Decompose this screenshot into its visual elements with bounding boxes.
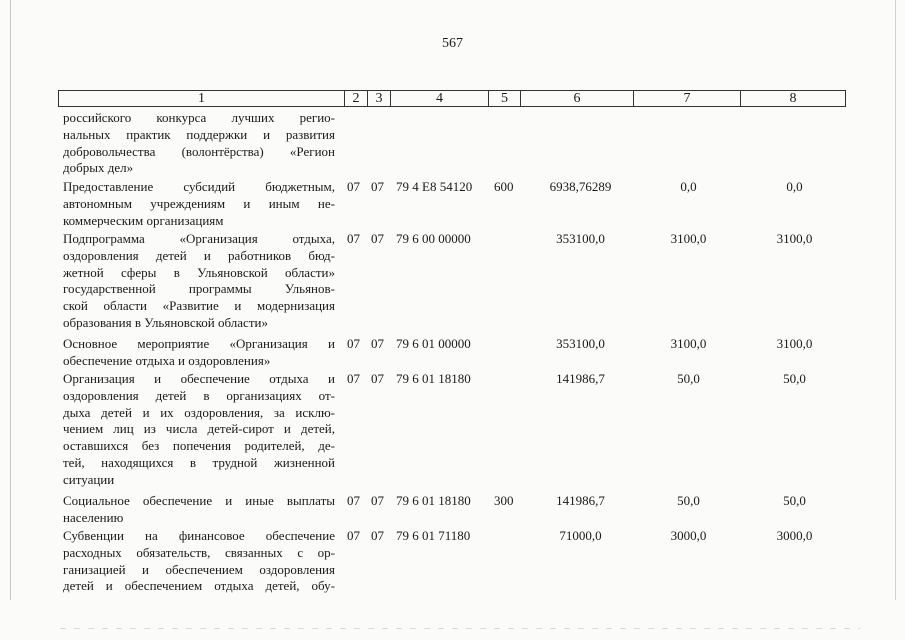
desc-line: дыха детей и их оздоровления, за исклю-	[63, 404, 335, 420]
cell-pr: 07	[371, 528, 384, 543]
cell-pr: 07	[371, 336, 384, 351]
header-col-8: 8	[740, 90, 846, 107]
cell-amount-1: 141986,7	[556, 493, 605, 508]
cell-pr: 07	[371, 231, 384, 246]
cell-rz: 07	[347, 179, 360, 194]
desc-line: нальных практик поддержки и развития	[63, 126, 335, 142]
cell-csr: 79 6 01 18180	[396, 493, 471, 508]
cell-amount-1: 353100,0	[556, 231, 605, 246]
cell-rz: 07	[347, 336, 360, 351]
desc-line: автономным учреждениям и иным не-	[63, 195, 335, 211]
desc-line: оздоровления детей и работников бюд-	[63, 247, 335, 263]
cell-amount-3: 3100,0	[776, 336, 813, 351]
desc-line: чением лиц из числа детей-сирот и детей,	[63, 421, 335, 437]
cell-amount-2: 50,0	[677, 371, 700, 386]
cell-pr: 07	[371, 493, 384, 508]
cell-csr: 79 6 00 00000	[396, 231, 471, 246]
desc-line: ганизацией и обеспечением оздоровления	[63, 561, 335, 577]
cell-amount-1: 353100,0	[556, 336, 605, 351]
cell-csr: 79 4 E8 54120	[396, 179, 473, 194]
cell-rz: 07	[347, 493, 360, 508]
scan-edge-right	[895, 0, 896, 600]
row-description	[63, 179, 335, 229]
cell-amount-2: 3100,0	[670, 231, 707, 246]
row-description	[63, 371, 335, 489]
desc-line: Социальное обеспечение и иные выплаты	[63, 493, 335, 508]
header-col-4: 4	[390, 90, 489, 107]
cell-vr: 600	[494, 179, 514, 194]
desc-line: государственной программы Ульянов-	[63, 281, 335, 297]
row-description	[63, 336, 335, 370]
header-col-6: 6	[520, 90, 634, 107]
page-number: 567	[442, 36, 463, 51]
desc-line: Основное мероприятие «Организация и	[63, 336, 335, 351]
cell-amount-3: 50,0	[783, 493, 806, 508]
row-description	[63, 528, 335, 595]
cell-vr: 300	[494, 493, 514, 508]
cell-amount-2: 3100,0	[670, 336, 707, 351]
row-description	[63, 110, 335, 177]
cell-pr: 07	[371, 371, 384, 386]
cell-amount-3: 0,0	[786, 179, 803, 194]
header-col-3: 3	[367, 90, 391, 107]
row-description	[63, 231, 335, 332]
desc-line: добрых дел»	[63, 160, 134, 176]
header-col-5: 5	[488, 90, 521, 107]
desc-line: Предоставление субсидий бюджетным,	[63, 179, 335, 194]
cell-amount-1: 141986,7	[556, 371, 605, 386]
header-col-7: 7	[633, 90, 741, 107]
cell-rz: 07	[347, 528, 360, 543]
cell-amount-3: 50,0	[783, 371, 806, 386]
cell-rz: 07	[347, 231, 360, 246]
header-col-1: 1	[58, 90, 345, 107]
scan-edge-left	[10, 0, 11, 600]
desc-line: ской области «Развитие и модернизация	[63, 298, 335, 314]
desc-line: коммерческим организациям	[63, 212, 224, 228]
header-col-2: 2	[344, 90, 368, 107]
cell-amount-2: 50,0	[677, 493, 700, 508]
cell-amount-1: 71000,0	[559, 528, 602, 543]
desc-line: российского конкурса лучших регио-	[63, 110, 335, 125]
desc-line: Субвенции на финансовое обеспечение	[63, 528, 335, 543]
cell-pr: 07	[371, 179, 384, 194]
desc-line: жетной сферы в Ульяновской области»	[63, 264, 335, 280]
cell-csr: 79 6 01 18180	[396, 371, 471, 386]
desc-line: оздоровления детей в организациях от-	[63, 387, 335, 403]
desc-line: тей, находящихся в трудной жизненной	[63, 454, 335, 470]
desc-line: ситуации	[63, 471, 115, 487]
cell-amount-3: 3100,0	[776, 231, 813, 246]
desc-line: обеспечение отдыха и оздоровления»	[63, 352, 271, 368]
row-description	[63, 493, 335, 527]
desc-line: Подпрограмма «Организация отдыха,	[63, 231, 335, 246]
desc-line: оставшихся без попечения родителей, де-	[63, 438, 335, 454]
desc-line: детей и обеспечением отдыха детей, обу-	[63, 578, 335, 594]
cell-amount-1: 6938,76289	[549, 179, 612, 194]
desc-line: населению	[63, 509, 124, 525]
cell-csr: 79 6 01 71180	[396, 528, 471, 543]
desc-line: образования в Ульяновской области»	[63, 314, 268, 330]
desc-line: Организация и обеспечение отдыха и	[63, 371, 335, 386]
cell-amount-2: 0,0	[680, 179, 697, 194]
desc-line: добровольчества (волонтёрства) «Регион	[63, 143, 335, 159]
cell-amount-3: 3000,0	[776, 528, 813, 543]
cell-amount-2: 3000,0	[670, 528, 707, 543]
desc-line: расходных обязательств, связанных с ор-	[63, 544, 335, 560]
scan-noise	[60, 628, 860, 629]
cell-csr: 79 6 01 00000	[396, 336, 471, 351]
cell-rz: 07	[347, 371, 360, 386]
